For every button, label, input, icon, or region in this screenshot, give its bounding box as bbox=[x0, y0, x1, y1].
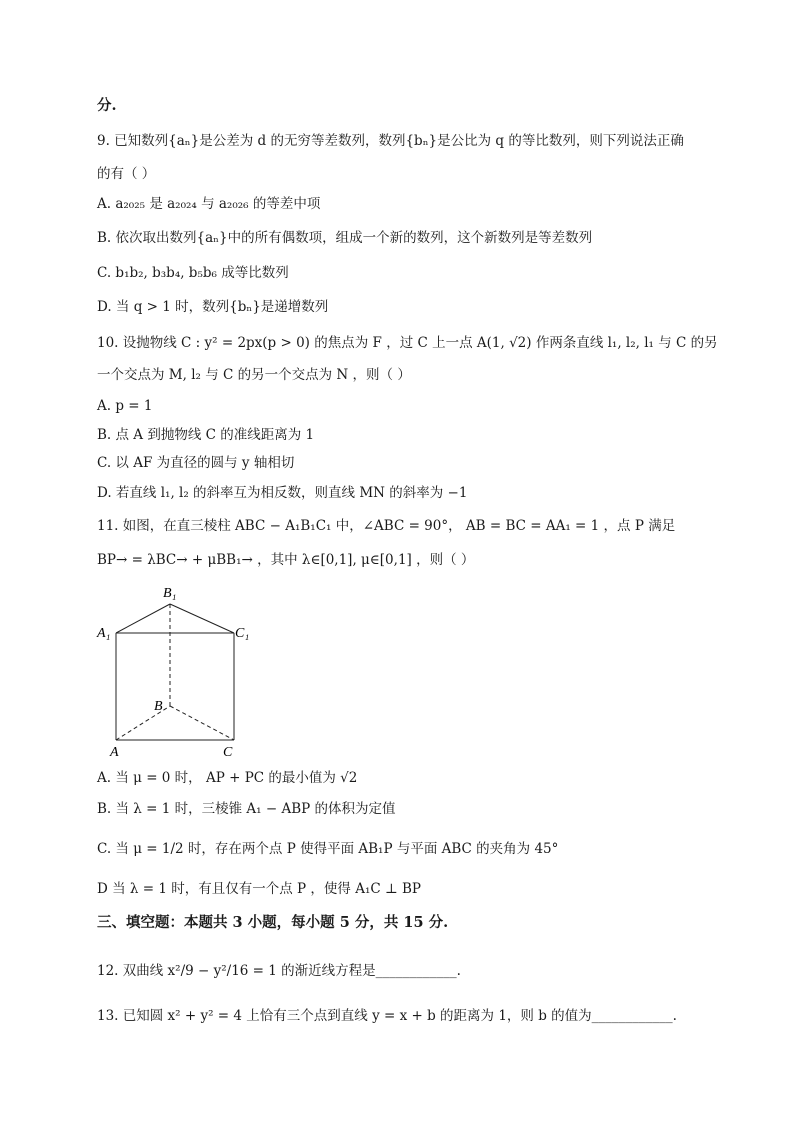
question-11-option-d: D 当 λ = 1 时，有且仅有一个点 P ，使得 A₁C ⊥ BP bbox=[97, 881, 421, 897]
label-b1: B₁ bbox=[163, 586, 177, 601]
question-10-option-a: A. p = 1 bbox=[97, 398, 153, 414]
question-9-stem-line-1: 9. 已知数列{aₙ}是公差为 d 的无穷等差数列，数列{bₙ}是公比为 q 的等比数列，则下列说法正确 bbox=[97, 133, 684, 149]
question-11-option-a: A. 当 μ = 0 时， AP + PC 的最小值为 √2 bbox=[97, 770, 358, 786]
label-a: A bbox=[110, 745, 119, 760]
question-9-stem-line-2: 的有（ ） bbox=[97, 166, 156, 182]
question-10-option-b: B. 点 A 到抛物线 C 的准线距离为 1 bbox=[97, 427, 315, 443]
section-3-heading: 三、填空题：本题共 3 小题，每小题 5 分，共 15 分. bbox=[97, 914, 449, 931]
edge-a1-b1 bbox=[116, 604, 170, 633]
question-13: 13. 已知圆 x² + y² = 4 上恰有三个点到直线 y = x + b 的距离为 1，则 b 的值为____________. bbox=[97, 1008, 677, 1024]
question-9-option-c: C. b₁b₂, b₃b₄, b₅b₆ 成等比数列 bbox=[97, 265, 289, 281]
question-11-stem-line-1: 11. 如图，在直三棱柱 ABC − A₁B₁C₁ 中，∠ABC = 90°， AB = BC = AA₁ = 1 ，点 P 满足 bbox=[97, 518, 676, 534]
question-11-option-b: B. 当 λ = 1 时，三棱锥 A₁ − ABP 的体积为定值 bbox=[97, 801, 396, 817]
label-b: B bbox=[154, 699, 163, 714]
question-9-option-d: D. 当 q > 1 时，数列{bₙ}是递增数列 bbox=[97, 299, 329, 315]
edge-b1-c1 bbox=[170, 604, 234, 633]
label-c1: C₁ bbox=[235, 626, 250, 641]
label-a1: A₁ bbox=[97, 626, 111, 641]
question-11-stem-line-2: BP→ = λBC→ + μBB₁→ ，其中 λ∈[0,1], μ∈[0,1] ，则（ ） bbox=[97, 552, 475, 568]
question-11-option-c: C. 当 μ = 1/2 时，存在两个点 P 使得平面 AB₁P 与平面 ABC 的夹角为 45° bbox=[97, 841, 559, 857]
question-9-option-a: A. a₂₀₂₅ 是 a₂₀₂₄ 与 a₂₀₂₆ 的等差中项 bbox=[97, 196, 321, 212]
prism-figure bbox=[90, 580, 270, 762]
question-10-stem-line-1: 10. 设抛物线 C : y² = 2px(p > 0) 的焦点为 F ，过 C 上一点 A(1, √2) 作两条直线 l₁, l₂, l₁ 与 C 的另 bbox=[97, 335, 718, 351]
question-12: 12. 双曲线 x²/9 − y²/16 = 1 的渐近线方程是____________. bbox=[97, 963, 461, 979]
edge-b-c-hidden bbox=[170, 706, 234, 740]
question-10-stem-line-2: 一个交点为 M, l₂ 与 C 的另一个交点为 N ，则（ ） bbox=[97, 367, 411, 383]
label-c: C bbox=[223, 745, 233, 760]
question-10-option-c: C. 以 AF 为直径的圆与 y 轴相切 bbox=[97, 455, 295, 471]
previous-section-end: 分. bbox=[97, 97, 117, 114]
question-9-option-b: B. 依次取出数列{aₙ}中的所有偶数项，组成一个新的数列，这个新数列是等差数列 bbox=[97, 230, 593, 246]
question-10-option-d: D. 若直线 l₁, l₂ 的斜率互为相反数，则直线 MN 的斜率为 −1 bbox=[97, 485, 468, 501]
